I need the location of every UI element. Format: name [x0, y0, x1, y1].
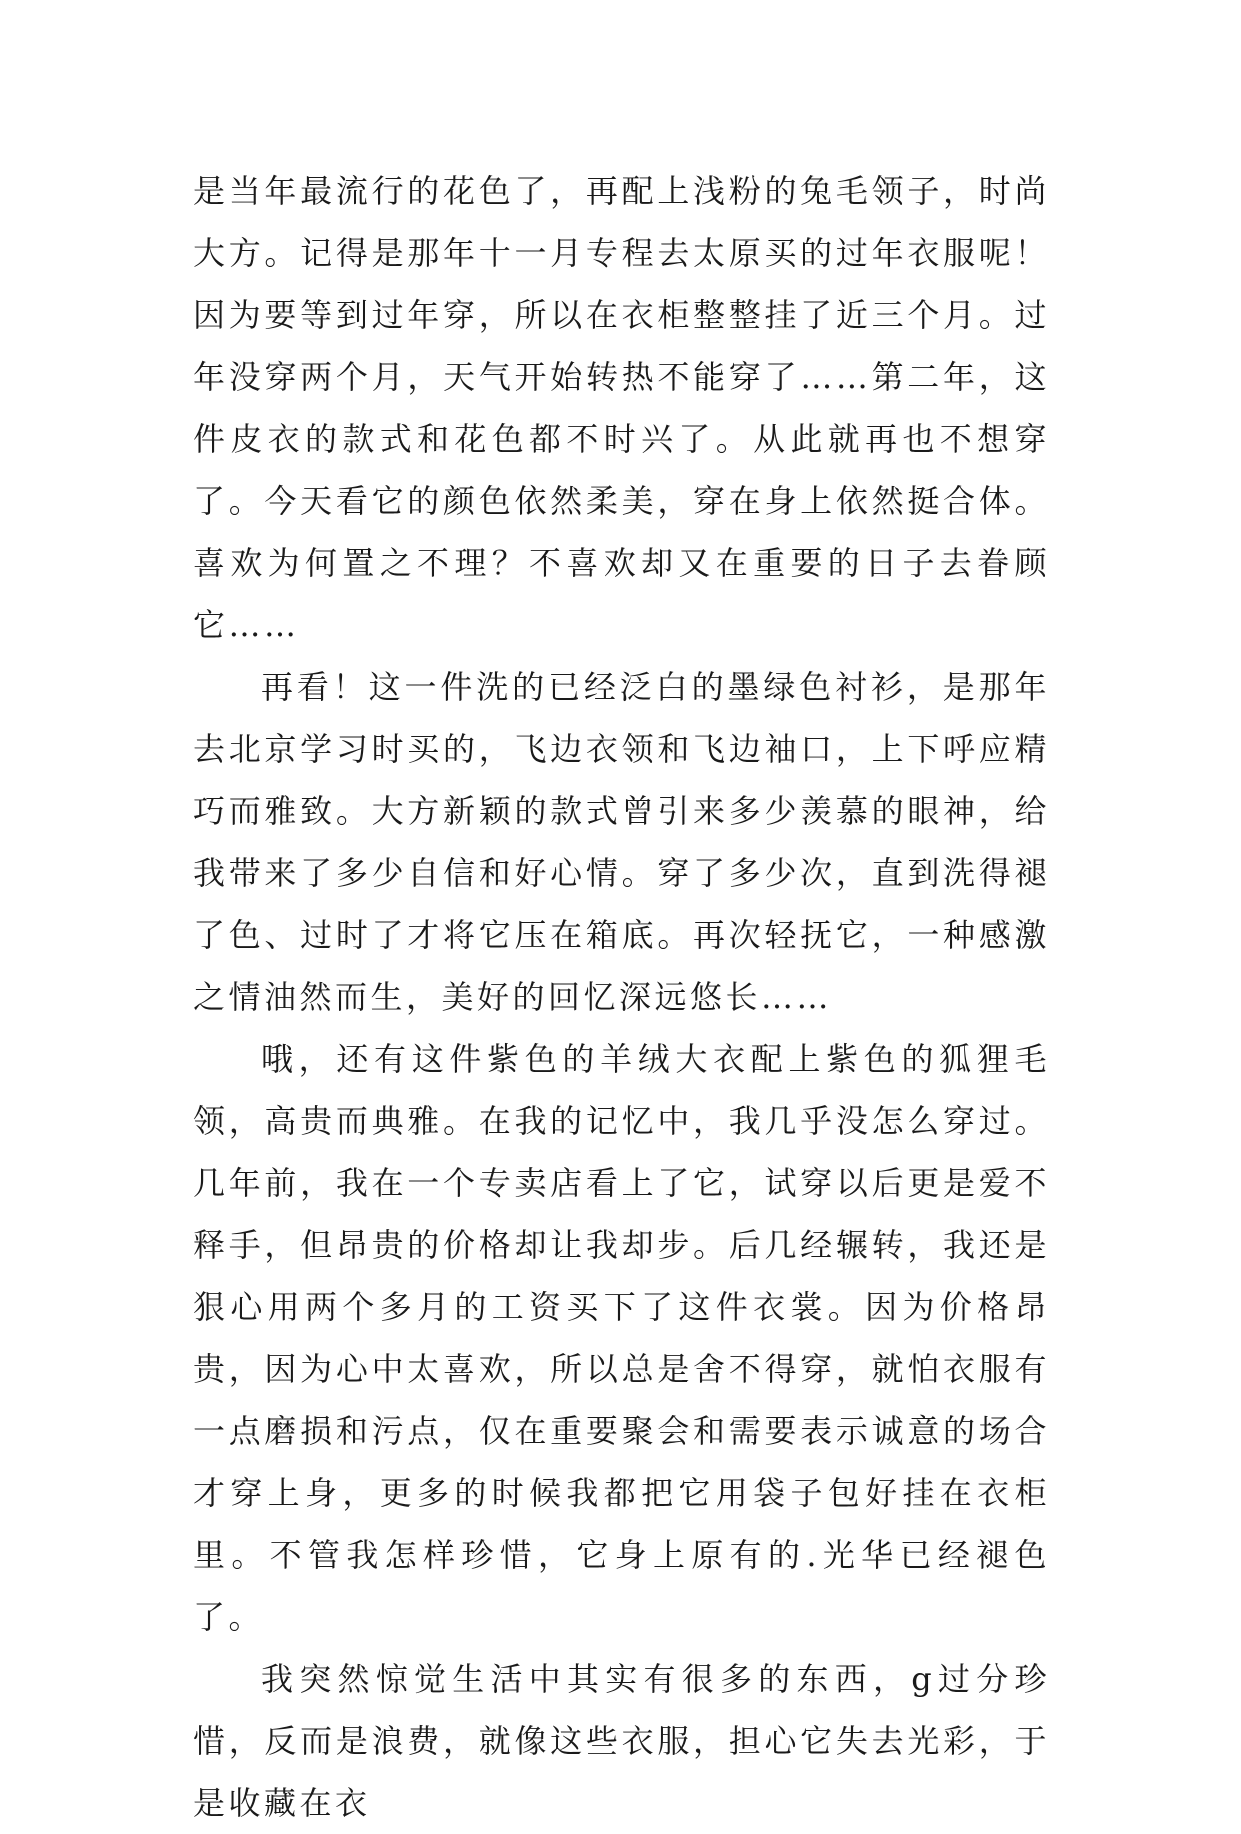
- paragraph-purple-coat: 哦，还有这件紫色的羊绒大衣配上紫色的狐狸毛领，高贵而典雅。在我的记忆中，我几乎没怎么穿过。几年前，我在一个专卖店看上了它，试穿以后更是爱不释手，但昂贵的价格却让我却步。后几经辗转，我还是狠心用两个多月的工资买下了这件衣裳。因为价格昂贵，因为心中太喜欢，所以总是舍不得穿，就怕衣服有一点磨损和污点，仅在重要聚会和需要表示诚意的场合才穿上身，更多的时候我都把它用袋子包好挂在衣柜里。不管我怎样珍惜，它身上原有的.光华已经褪色了。: [193, 1040, 1050, 1636]
- document-body: [193, 160, 1050, 1834]
- paragraph-green-shirt: 再看！这一件洗的已经泛白的墨绿色衬衫，是那年去北京学习时买的，飞边衣领和飞边袖口，上下呼应精巧而雅致。大方新颖的款式曾引来多少羡慕的眼神，给我带来了多少自信和好心情。穿了多少次，直到洗得褪了色、过时了才将它压在箱底。再次轻抚它，一种感激之情油然而生，美好的回忆深远悠长……: [193, 668, 1050, 1016]
- paragraph-continuation: 是当年最流行的花色了，再配上浅粉的兔毛领子，时尚大方。记得是那年十一月专程去太原买的过年衣服呢！因为要等到过年穿，所以在衣柜整整挂了近三个月。过年没穿两个月，天气开始转热不能穿了……第二年，这件皮衣的款式和花色都不时兴了。从此就再也不想穿了。今天看它的颜色依然柔美，穿在身上依然挺合体。喜欢为何置之不理？不喜欢却又在重要的日子去眷顾它……: [193, 172, 1050, 644]
- paragraph-realization: 我突然惊觉生活中其实有很多的东西，g过分珍惜，反而是浪费，就像这些衣服，担心它失去光彩，于是收藏在衣: [193, 1660, 1050, 1822]
